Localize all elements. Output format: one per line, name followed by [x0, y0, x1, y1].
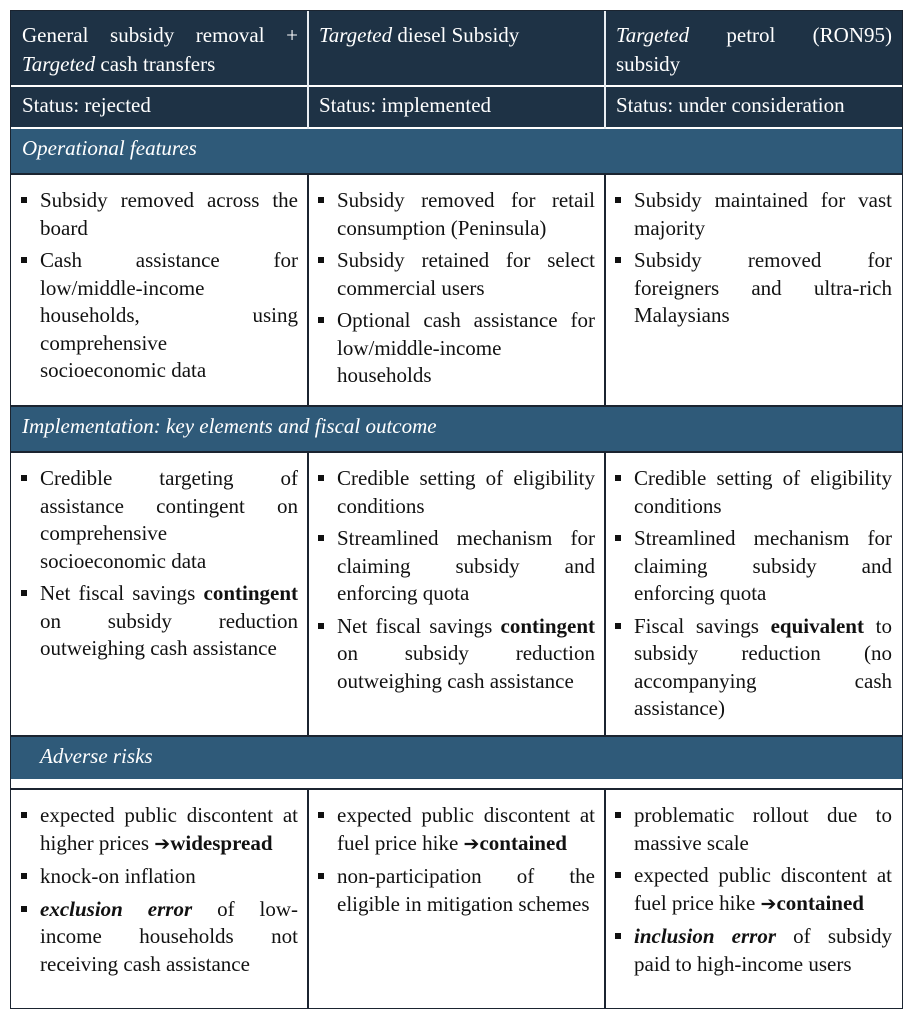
list-item: Optional cash assistance for low/middle-income households	[316, 307, 595, 390]
header-col-diesel: Targeted diesel Subsidy	[319, 23, 520, 47]
list-item: Credible setting of eligibility conditions	[613, 465, 892, 520]
arrow-right-icon: ➔	[154, 832, 171, 855]
list-item: Fiscal savings equivalent to subsidy reduction (no accompanying cash assistance)	[613, 613, 892, 723]
list-item: Streamlined mechanism for claiming subsidy and enforcing quota	[613, 525, 892, 608]
risks-list-general	[11, 790, 308, 978]
list-item: Net fiscal savings contingent on subsidy reduction outweighing cash assistance	[19, 580, 298, 663]
policy-comparison-table	[10, 10, 903, 1009]
section-operational-features: Operational features	[11, 129, 902, 173]
risks-list-petrol	[605, 790, 902, 978]
list-item: expected public discontent at higher prices ➔widespread	[19, 802, 298, 858]
header-col-general: General subsidy removal + Targeted cash transfers	[22, 23, 298, 76]
status-rejected: Status: rejected	[22, 93, 151, 117]
operational-list-diesel	[308, 175, 605, 390]
list-item: Net fiscal savings contingent on subsidy reduction outweighing cash assistance	[316, 613, 595, 696]
status-row	[11, 85, 902, 129]
list-item: knock-on inflation	[19, 863, 298, 891]
section-implementation: Implementation: key elements and fiscal outcome	[11, 407, 902, 451]
operational-list-petrol	[605, 175, 902, 330]
implementation-list-general	[11, 453, 308, 663]
operational-row	[11, 175, 902, 405]
list-item: Subsidy removed for foreigners and ultra-rich Malaysians	[613, 247, 892, 330]
arrow-right-icon: ➔	[463, 832, 480, 855]
list-item: exclusion error of low-income households not receiving cash assistance	[19, 896, 298, 979]
list-item: expected public discontent at fuel price hike ➔contained	[613, 862, 892, 918]
list-item: Subsidy removed across the board	[19, 187, 298, 242]
list-item: Subsidy retained for select commercial users	[316, 247, 595, 302]
header-col-petrol: Targeted petrol (RON95) subsidy	[616, 23, 892, 76]
implementation-list-petrol	[605, 453, 902, 723]
list-item: Subsidy maintained for vast majority	[613, 187, 892, 242]
list-item: Credible targeting of assistance contingent on comprehensive socioeconomic data	[19, 465, 298, 575]
list-item: problematic rollout due to massive scale	[613, 802, 892, 857]
section-adverse-risks: Adverse risks	[11, 737, 902, 781]
risks-list-diesel	[308, 790, 605, 918]
status-under-consideration: Status: under consideration	[616, 93, 845, 117]
status-implemented: Status: implemented	[319, 93, 492, 117]
risks-row	[11, 790, 902, 1008]
list-item: Cash assistance for low/middle-income households, using comprehensive socioeconomic data	[19, 247, 298, 385]
list-item: expected public discontent at fuel price hike ➔contained	[316, 802, 595, 858]
implementation-row	[11, 453, 902, 735]
list-item: Subsidy removed for retail consumption (Peninsula)	[316, 187, 595, 242]
list-item: non-participation of the eligible in mitigation schemes	[316, 863, 595, 918]
operational-list-general	[11, 175, 308, 385]
implementation-list-diesel	[308, 453, 605, 695]
list-item: Credible setting of eligibility conditions	[316, 465, 595, 520]
list-item: Streamlined mechanism for claiming subsidy and enforcing quota	[316, 525, 595, 608]
list-item: inclusion error of subsidy paid to high-income users	[613, 923, 892, 978]
header-row	[11, 11, 902, 85]
arrow-right-icon: ➔	[760, 892, 777, 915]
